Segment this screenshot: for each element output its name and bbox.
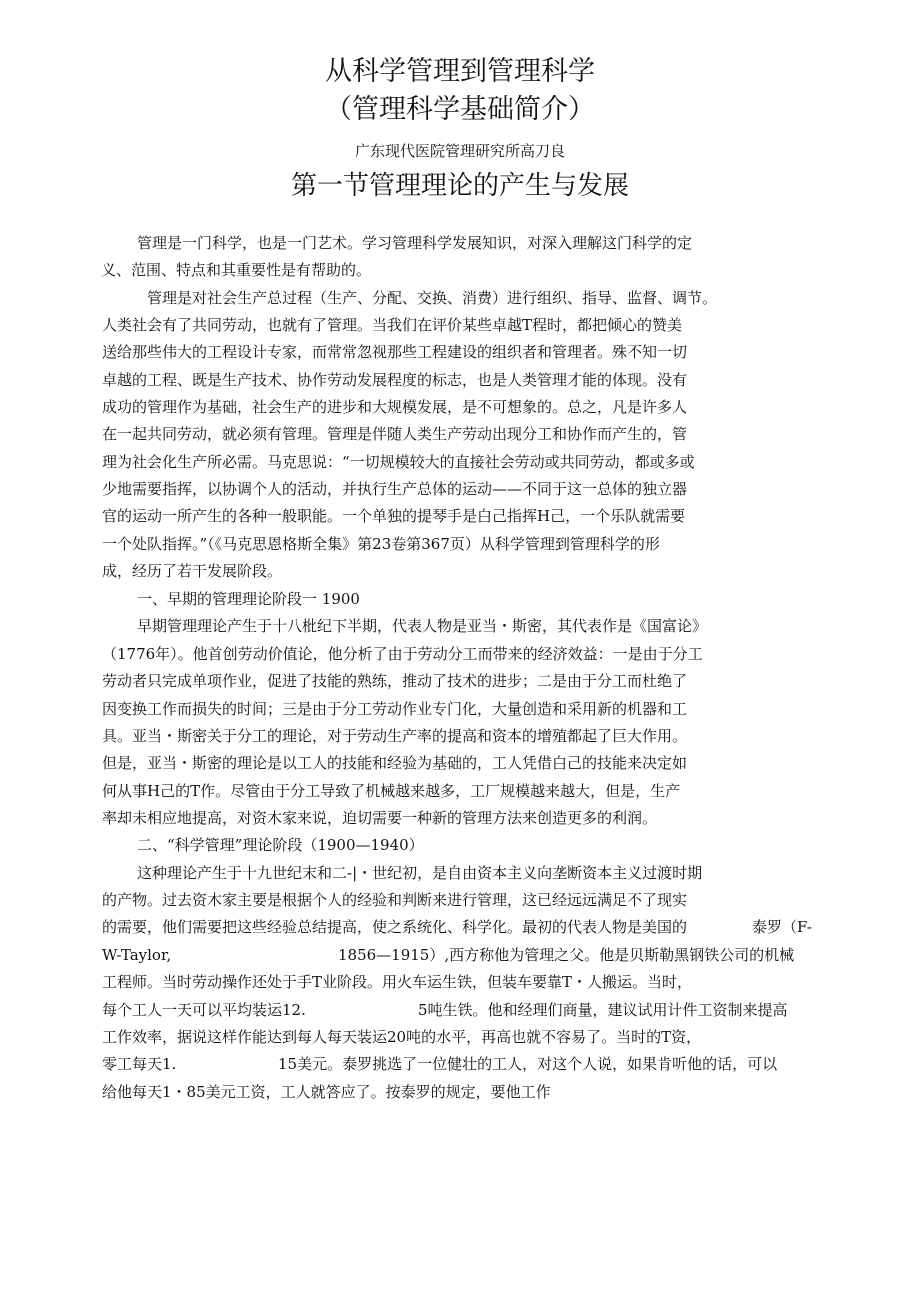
text-line: 何从事H己的T作。尽管由于分工导致了机械越来越多，工厂规模越来越大，但是，生产 — [102, 782, 681, 800]
text-line: 的需要，他们需要把这些经验总结提高，使之系统化、科学化。最初的代表人物是美国的 — [102, 918, 688, 936]
text-line: 但是，亚当・斯密的理论是以工人的技能和经验为基础的，工人凭借白己的技能来决定如 — [102, 754, 688, 772]
heading-line: 二、“科学管理”理论阶段（1900—1940） — [137, 836, 424, 854]
text-line: 少地需要指挥，以协调个人的活动，并执行生产总体的运动——不同于这一总体的独立器 — [102, 480, 688, 498]
page-title: 从科学管理到管理科学 — [325, 56, 595, 87]
text-line: 成功的管理作为基础，社会生产的进步和大规模发展，是不可想象的。总之，凡是许多人 — [102, 398, 688, 416]
text-line: 的产物。过去资木家主要是根据个人的经验和判断来进行管理，这已经远远满足不了现实 — [102, 891, 688, 909]
text-line: （1776年）。他首创劳动价值论，他分析了由于劳动分工而带来的经济效益：一是由于分工 — [102, 645, 703, 663]
text-line: 在一起共同劳动，就必须有管理。管理是伴随人类生产劳动出现分工和协作而产生的，管 — [102, 425, 688, 443]
text-line: 1856—1915）,西方称他为管理之父。他是贝斯勒黑钢铁公司的机械 — [338, 946, 795, 964]
text-line-fragment: W-Taylor, — [102, 946, 172, 964]
section-title: 第一节管理理论的产生与发展 — [290, 171, 629, 201]
text-line: 5吨生铁。他和经理们商量，建议试用计件工资制来提高 — [418, 1001, 788, 1019]
text-line: 15美元。泰罗挑选了一位健壮的工人，对这个人说，如果肯听他的话，可以 — [278, 1055, 778, 1073]
page-subtitle: （管理科学基础简介） — [325, 94, 595, 125]
text-line: 早期管理理论产生于十八枇纪下半期，代表人物是亚当・斯密，其代表作是《国富论》 — [137, 617, 708, 635]
text-line: 管理是一门科学，也是一门艺术。学习管理科学发展知识，对深入理解这门科学的定 — [137, 234, 693, 252]
text-line: 人类社会有了共同劳动，也就有了管理。当我们在评价某些卓越T程时，都把倾心的赞美 — [102, 316, 683, 334]
text-line: 成，经历了若干发展阶段。 — [102, 562, 283, 580]
text-line: 理为社会化生产所必需。马克思说：“一切规模较大的直接社会劳动或共同劳动，都或多或 — [102, 453, 695, 471]
text-line-fragment: 每个工人一天可以平均装运12. — [102, 1001, 306, 1019]
text-line: 一个处队指挥。”（《马克思恩格斯全集》第23卷第367页）从科学管理到管理科学的形 — [102, 535, 660, 553]
author-line: 广东现代医院管理研究所高刀良 — [354, 142, 565, 160]
text-line: 义、范围、特点和其重要性是有帮助的。 — [101, 261, 372, 279]
text-line: 官的运动一所产生的各种一般职能。一个单独的提琴手是白己指挥H己，一个乐队就需要 — [102, 507, 686, 525]
text-line: 卓越的工程、既是生产技术、协作劳动发展程度的标志，也是人类管理才能的体现。没有 — [102, 371, 688, 389]
text-line-fragment: 零工每天1. — [102, 1055, 177, 1073]
text-line: 给他每天1・85美元工资，工人就答应了。按泰罗的规定，要他工作 — [102, 1083, 551, 1101]
text-line: 这种理论产生于十九世纪末和二-|・世纪初，是自由资本主义向垄断资本主义过渡时期 — [137, 864, 703, 882]
text-line: 送给那些伟大的工程设计专家，而常常忽视那些工程建设的组织者和管理者。殊不知一切 — [102, 343, 688, 361]
text-line: 工程师。当时劳动操作还处于手T业阶段。用火车运生铁，但装车要靠T・人搬运。当时， — [102, 973, 693, 991]
text-line: 因变换工作而损失的时间；三是由于分工劳动作业专门化，大量创造和采用新的机器和工 — [102, 700, 688, 718]
text-line: 率却未相应地提高，对资木家来说，迫切需要一种新的管理方法来创造更多的利润。 — [102, 809, 658, 827]
text-line: 管理是对社会生产总过程（生产、分配、交换、消费）进行组织、指导、监督、调节。 — [147, 289, 718, 307]
text-line: 劳动者只完成单项作业，促进了技能的熟练，推动了技术的进步；二是由于分工而杜绝了 — [102, 672, 688, 690]
text-line: 工作效率，据说这样作能达到每人每天装运20吨的水平，再高也就不容易了。当时的T资， — [102, 1028, 702, 1046]
text-line-fragment: 泰罗（F- — [752, 918, 812, 936]
heading-line: 一、早期的管理理论阶段一 1900 — [137, 590, 360, 608]
text-line: 具。亚当・斯密关于分工的理论，对于劳动生产率的提高和资本的增殖都起了巨大作用。 — [102, 727, 688, 745]
